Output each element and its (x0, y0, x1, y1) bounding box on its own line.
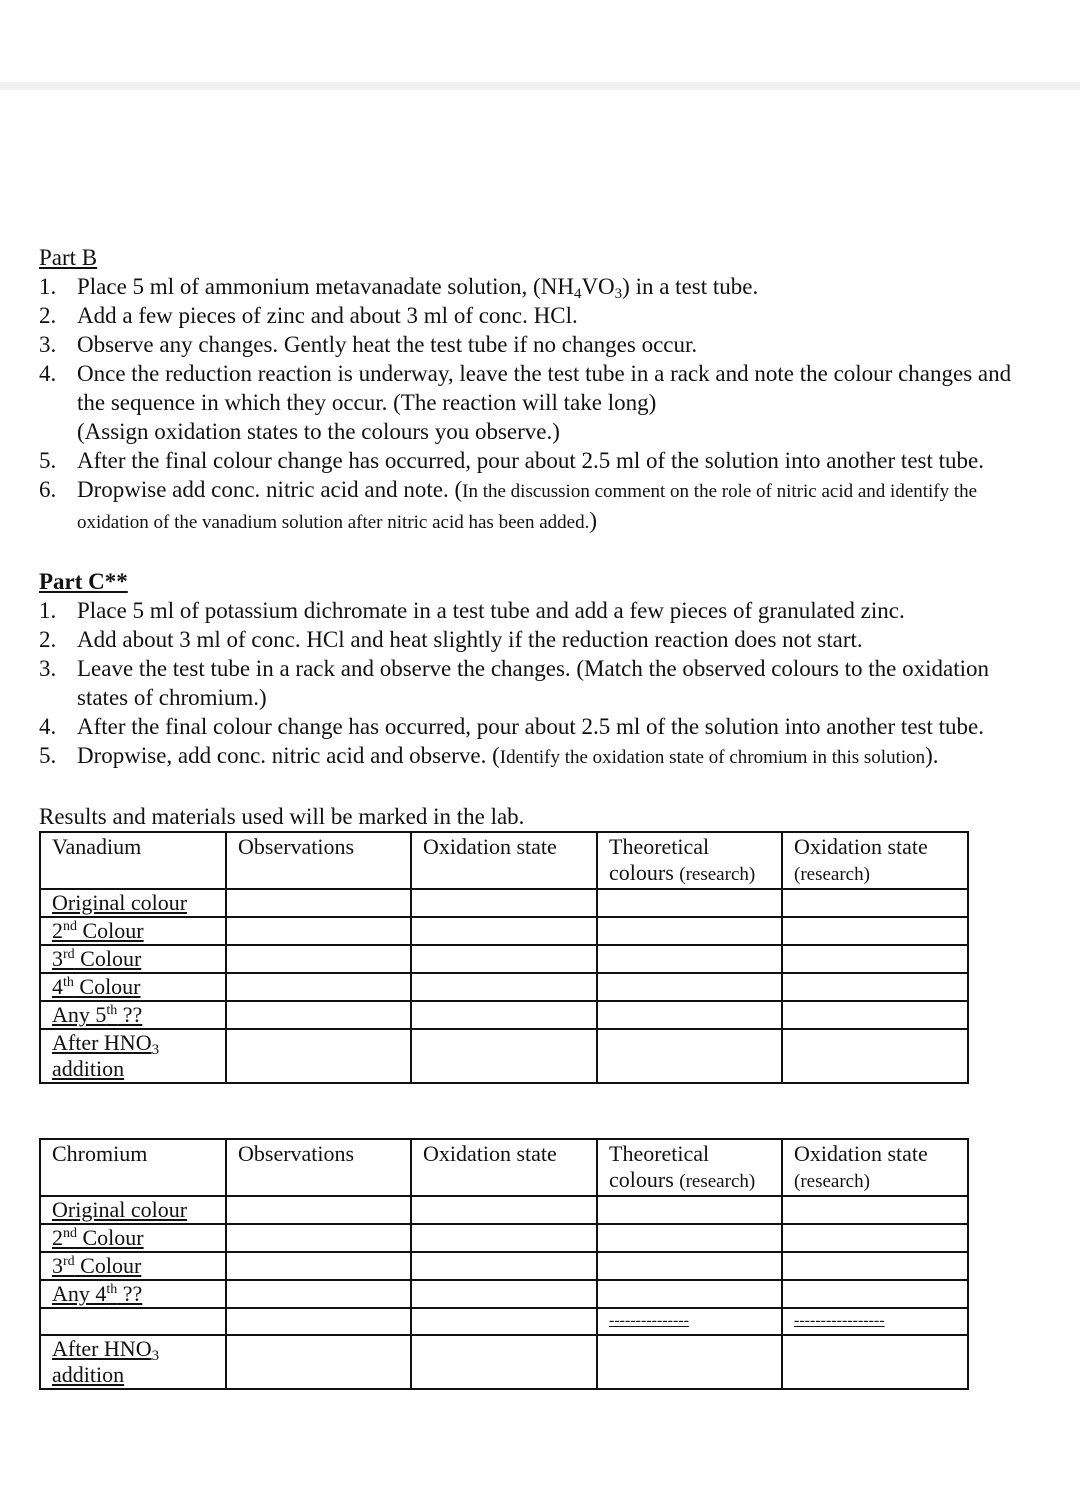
table-row (40, 917, 968, 945)
table-cell[interactable] (411, 1335, 597, 1389)
table-row (40, 889, 968, 917)
table-cell[interactable] (226, 917, 411, 945)
chromium-results-table (39, 1138, 969, 1390)
table-cell[interactable] (411, 1308, 597, 1335)
part-c-heading: Part C** (39, 569, 128, 594)
table-cell[interactable] (226, 945, 411, 973)
row-label: 2nd Colour (40, 917, 226, 945)
table-cell[interactable] (226, 1196, 411, 1224)
header-cell: Oxidation state (411, 832, 597, 889)
table-cell[interactable] (411, 973, 597, 1001)
table-cell[interactable] (411, 1224, 597, 1252)
table-cell[interactable] (411, 889, 597, 917)
part-b-step: 5. After the final colour change has occurred, pour about 2.5 ml of the solution into another test tube. (39, 448, 984, 473)
table-cell[interactable] (226, 1001, 411, 1029)
table-row (40, 1196, 968, 1224)
vanadium-results-table (39, 831, 969, 1084)
top-separator-bar (0, 82, 1080, 90)
table-cell[interactable] (597, 945, 782, 973)
table-cell[interactable] (597, 1252, 782, 1280)
table-row (40, 945, 968, 973)
table-cell[interactable] (782, 1029, 968, 1083)
table-cell[interactable] (782, 1335, 968, 1389)
row-label: Any 5th ?? (40, 1001, 226, 1029)
part-b-steps (39, 272, 1039, 537)
part-c-steps (39, 596, 1039, 772)
table-cell[interactable] (411, 1280, 597, 1308)
header-cell: Observations (226, 832, 411, 889)
table-cell[interactable] (597, 1001, 782, 1029)
row-label: After $HNO_3$ addition (40, 1029, 226, 1083)
row-label: 3rd Colour (40, 945, 226, 973)
table-row (40, 1029, 968, 1083)
part-c-step: 1. Place 5 ml of potassium dichromate in a test tube and add a few pieces of granulated zinc. (39, 598, 905, 623)
part-b-step: 6. Dropwise add conc. nitric acid and note. (In the discussion comment on the role of nitric acid and identify the oxidation of the vanadium solution after nitric acid has been added.) (39, 477, 978, 533)
table-cell[interactable] (226, 1252, 411, 1280)
table-cell[interactable] (411, 1029, 597, 1083)
header-cell: Theoretical colours (research) (597, 832, 782, 889)
header-cell: Oxidation state (research) (782, 832, 968, 889)
part-b-step: 2. Add a few pieces of zinc and about 3 ml of conc. HCl. (39, 303, 578, 328)
row-label: Original colour (40, 1196, 226, 1224)
table-cell[interactable] (782, 973, 968, 1001)
table-row (40, 1224, 968, 1252)
header-cell: Chromium (40, 1139, 226, 1196)
part-c-step: 2. Add about 3 ml of conc. HCl and heat slightly if the reduction reaction does not start. (39, 627, 863, 652)
header-cell: Observations (226, 1139, 411, 1196)
header-cell: Oxidation state (research) (782, 1139, 968, 1196)
table-cell[interactable] (226, 1335, 411, 1389)
table-row (40, 973, 968, 1001)
table-cell[interactable] (597, 1280, 782, 1308)
table-cell[interactable] (597, 1224, 782, 1252)
row-label: Any 4th ?? (40, 1280, 226, 1308)
table-cell[interactable] (782, 1280, 968, 1308)
table-row (40, 1308, 968, 1335)
table-cell[interactable] (411, 917, 597, 945)
table-cell[interactable] (782, 1252, 968, 1280)
table-cell[interactable] (782, 1224, 968, 1252)
table-cell[interactable] (597, 1308, 782, 1335)
table-cell[interactable] (597, 917, 782, 945)
table-cell[interactable] (597, 1335, 782, 1389)
table-header-row (40, 1139, 968, 1196)
table-cell[interactable] (782, 1308, 968, 1335)
part-b-heading: Part B (39, 245, 98, 270)
part-b-step: 3. Observe any changes. Gently heat the test tube if no changes occur. (39, 332, 698, 357)
part-c-step: 4. After the final colour change has occurred, pour about 2.5 ml of the solution into another test tube. (39, 714, 984, 739)
row-label: 3rd Colour (40, 1252, 226, 1280)
table-row (40, 1001, 968, 1029)
table-cell[interactable] (411, 945, 597, 973)
table-cell[interactable] (226, 1280, 411, 1308)
dashed-placeholder: --------------- (609, 1312, 689, 1329)
part-b-step: 4. Once the reduction reaction is underway, leave the test tube in a rack and note the colour changes and the sequence in which they occur. (The reaction will take long) (Assign oxidation states to the colours you observe.) (39, 361, 1012, 444)
table-cell[interactable] (411, 1001, 597, 1029)
table-cell[interactable] (782, 945, 968, 973)
table-cell[interactable] (411, 1196, 597, 1224)
header-cell: Theoretical colours (research) (597, 1139, 782, 1196)
table-cell[interactable] (226, 889, 411, 917)
table-cell[interactable] (782, 889, 968, 917)
table-row (40, 1280, 968, 1308)
table-cell[interactable] (226, 973, 411, 1001)
part-b-step: 1. Place 5 ml of ammonium metavanadate solution, $(NH_4VO_3)$ in a test tube. (39, 274, 759, 302)
table-cell[interactable] (597, 889, 782, 917)
table-cell[interactable] (782, 1196, 968, 1224)
dashed-placeholder: ----------------- (794, 1312, 885, 1329)
table-cell[interactable] (226, 1029, 411, 1083)
header-cell: Vanadium (40, 832, 226, 889)
results-note: Results and materials used will be marked in the lab. (39, 804, 525, 829)
table-cell[interactable] (782, 917, 968, 945)
part-c-step: 5. Dropwise, add conc. nitric acid and observe. (Identify the oxidation state of chromium in this solution). (39, 743, 939, 768)
table-cell[interactable] (597, 1196, 782, 1224)
row-label: 2nd Colour (40, 1224, 226, 1252)
header-cell: Oxidation state (411, 1139, 597, 1196)
table-cell[interactable] (226, 1224, 411, 1252)
part-c-step: 3. Leave the test tube in a rack and observe the changes. (Match the observed colours to the oxidation states of chromium.) (39, 656, 990, 710)
table-cell[interactable] (782, 1001, 968, 1029)
table-cell[interactable] (411, 1252, 597, 1280)
table-row (40, 1252, 968, 1280)
table-row (40, 1335, 968, 1389)
document-content (39, 243, 1039, 1390)
table-cell[interactable] (226, 1308, 411, 1335)
table-cell[interactable] (597, 1029, 782, 1083)
table-header-row (40, 832, 968, 889)
table-cell[interactable] (597, 973, 782, 1001)
row-label: After $HNO_3$ addition (40, 1335, 226, 1389)
row-label: 4th Colour (40, 973, 226, 1001)
row-label: Original colour (40, 889, 226, 917)
table-cell[interactable] (40, 1308, 226, 1335)
